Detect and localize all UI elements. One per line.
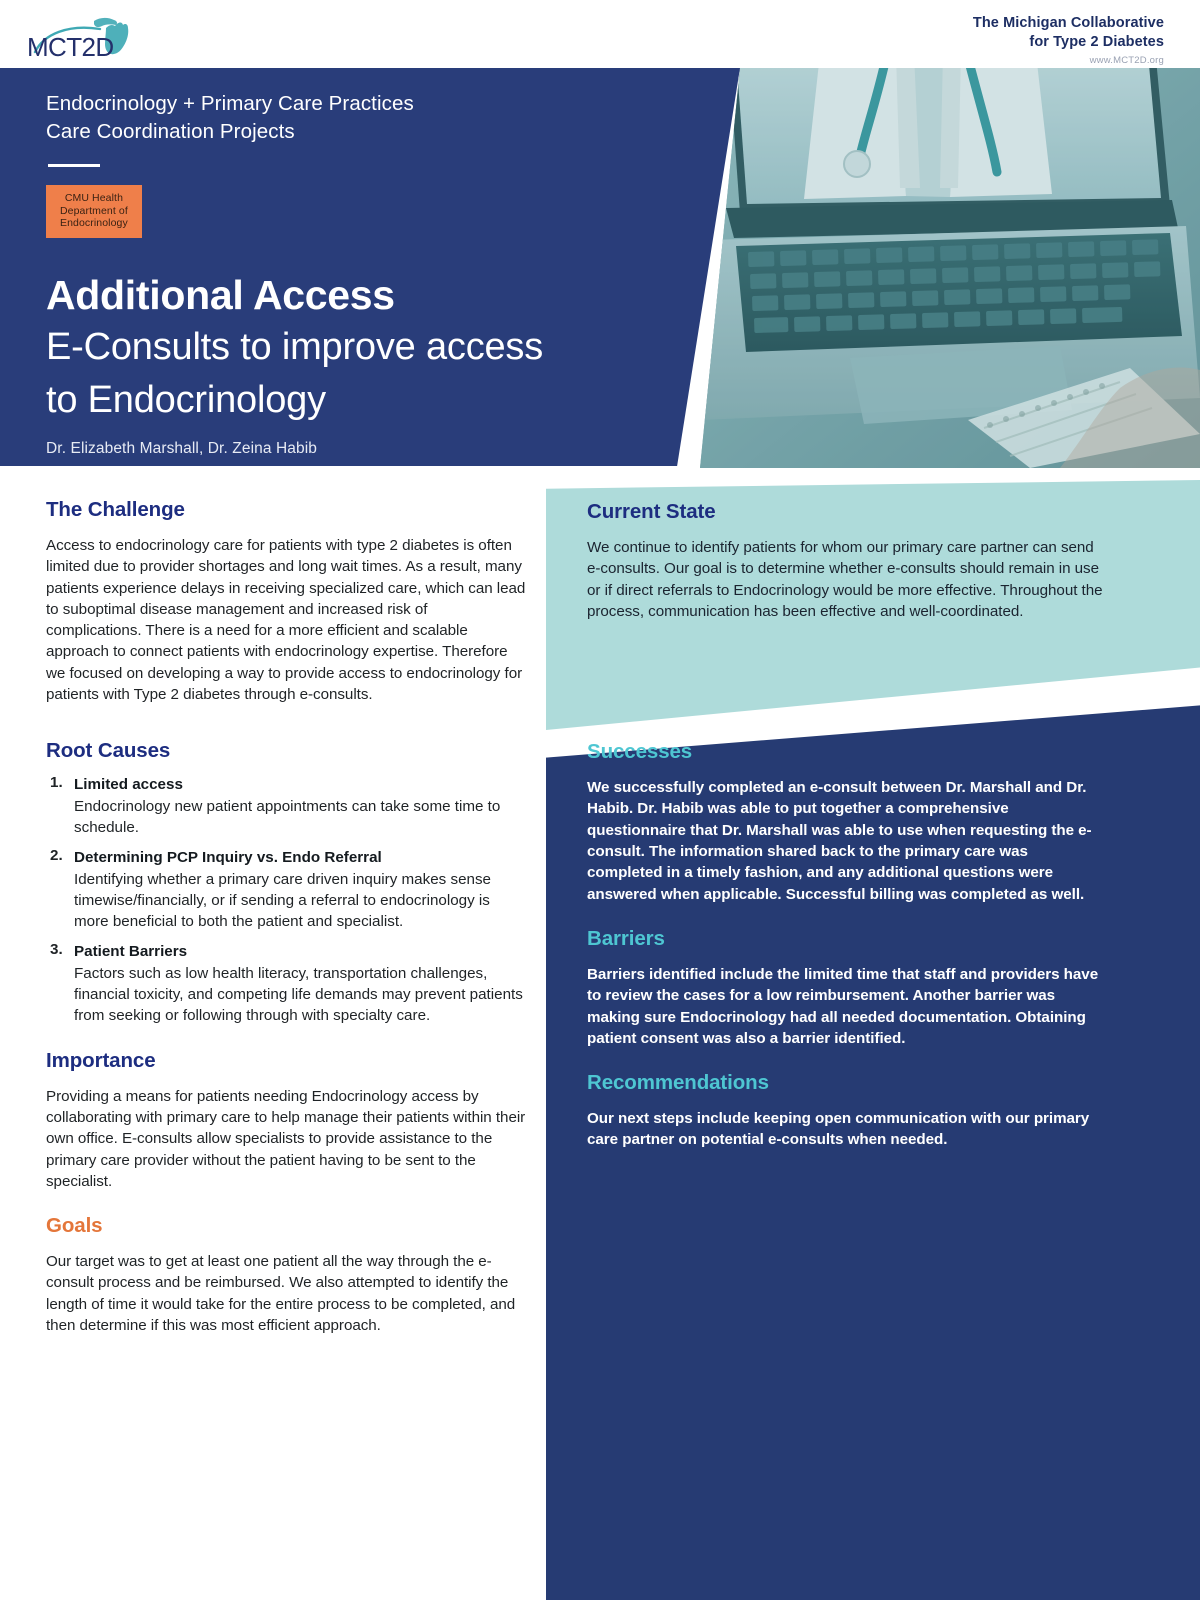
root-cause-title: Patient Barriers — [74, 943, 188, 961]
org-name-line-1: The Michigan Collaborative — [972, 15, 1164, 31]
hero-content — [46, 90, 686, 458]
org-website-url[interactable]: www.MCT2D.org — [1089, 55, 1164, 66]
barriers-heading: Barriers — [587, 926, 665, 950]
badge-line-2: Department of — [60, 204, 128, 217]
mct2d-logo — [22, 12, 142, 62]
importance-body: Providing a means for patients needing Endocrinology access by collaborating with primary care to help manage their patients within their own office. E-consults allow specialists to provide assistance to the primary care provider without the patient having to be sent to the specialist. — [46, 1087, 526, 1190]
successes-heading: Successes — [587, 740, 693, 764]
title-line-3: to Endocrinology — [46, 378, 326, 421]
hero-photo — [700, 68, 1200, 468]
cmu-health-badge — [46, 185, 142, 238]
section-barriers — [587, 927, 1107, 1049]
top-bar — [0, 0, 1200, 68]
spacer — [46, 1036, 526, 1049]
section-challenge — [46, 498, 526, 705]
spacer — [587, 1049, 1107, 1071]
organization-block — [973, 14, 1164, 66]
title-line-1: Additional Access — [46, 271, 395, 318]
authors-line: Dr. Elizabeth Marshall, Dr. Zeina Habib — [46, 439, 317, 457]
root-causes-list — [46, 774, 526, 1026]
hero-kicker-line-1: Endocrinology + Primary Care Practices — [46, 92, 414, 115]
importance-heading: Importance — [46, 1048, 156, 1072]
list-item — [46, 847, 526, 932]
successes-body: We successfully completed an e-consult between Dr. Marshall and Dr. Habib. Dr. Habib was able to put together a comprehensive questionnaire that Dr. Marshall was able to use when requesting the e-consult. The information shared back to the primary care was completed in a timely fashion, and any additional questions were answered when applicable. Successful billing was completed as well. — [587, 779, 1092, 903]
right-column — [587, 500, 1107, 1151]
hero-kicker-line-2: Care Coordination Projects — [46, 120, 295, 143]
section-recommendations — [587, 1071, 1107, 1151]
section-current-state — [587, 500, 1107, 622]
section-root-causes — [46, 739, 526, 1026]
recommendations-body: Our next steps include keeping open communication with our primary care partner on potential e-consults when needed. — [587, 1110, 1090, 1149]
challenge-heading: The Challenge — [46, 498, 185, 521]
badge-line-3: Endocrinology — [60, 217, 128, 229]
title-line-2: E-Consults to improve access — [46, 325, 544, 368]
root-cause-description: Endocrinology new patient appointments can take some time to schedule. — [74, 797, 501, 836]
goals-body: Our target was to get at least one patient all the way through the e-consult process and be reimbursed. We also attempted to identify the length of time it would take for the entire process to be completed, and then determine if this was most efficient approach. — [46, 1253, 516, 1335]
list-item — [46, 774, 526, 838]
mct2d-logo-graphic — [22, 12, 142, 62]
hero-section — [0, 68, 1200, 468]
recommendations-heading: Recommendations — [587, 1071, 769, 1095]
spacer — [46, 1192, 526, 1214]
root-causes-heading: Root Causes — [46, 739, 171, 763]
page-title — [46, 270, 686, 427]
telehealth-laptop-photo-illustration — [700, 68, 1200, 468]
barriers-body: Barriers identified include the limited time that staff and providers have to review the cases for a low reimbursement. Another barrier was making sure Endocrinology had all needed documentation. Obtaining patient consent was also a barrier identified. — [587, 965, 1099, 1047]
current-state-heading: Current State — [587, 500, 716, 523]
section-goals — [46, 1214, 526, 1336]
current-state-body: We continue to identify patients for whom our primary care partner can send e-consults. Our goal is to determine whether e-consults should remain in use or if direct referrals to Endocrinology would be more effective. Throughout the process, communication has been effective and well-coordinated. — [587, 539, 1103, 620]
spacer — [587, 622, 1107, 740]
section-importance — [46, 1049, 526, 1192]
hero-divider-rule — [48, 164, 100, 167]
mct2d-logo-text: MCT2D — [27, 32, 114, 62]
challenge-body: Access to endocrinology care for patients with type 2 diabetes is often limited due to provider shortages and long wait times. As a result, many patients experience delays in receiving specialized care, which can lead to suboptimal disease management and increased risk of complications. There is a need for a more efficient and scalable approach to connect patients with endocrinology expertise. Therefore we focused on developing a way to provide access to endocrinology for patients with Type 2 diabetes through e-consults. — [46, 537, 526, 704]
left-column — [46, 498, 526, 1336]
root-cause-description: Factors such as low health literacy, transportation challenges, financial toxicity, and competing life demands may prevent patients from seeking or following through with specialty care. — [74, 964, 523, 1025]
org-name-line-2: for Type 2 Diabetes — [1029, 34, 1164, 50]
section-successes — [587, 740, 1107, 905]
spacer — [46, 705, 526, 739]
spacer — [587, 905, 1107, 927]
root-cause-description: Identifying whether a primary care driven inquiry makes sense timewise/financially, or if sending a referral to endocrinology is more beneficial to both the patient and specialist. — [74, 870, 492, 931]
root-cause-title: Determining PCP Inquiry vs. Endo Referral — [74, 849, 382, 867]
root-cause-title: Limited access — [74, 776, 183, 794]
goals-heading: Goals — [46, 1214, 103, 1238]
list-item — [46, 941, 526, 1026]
badge-line-1: CMU Health — [64, 192, 124, 204]
